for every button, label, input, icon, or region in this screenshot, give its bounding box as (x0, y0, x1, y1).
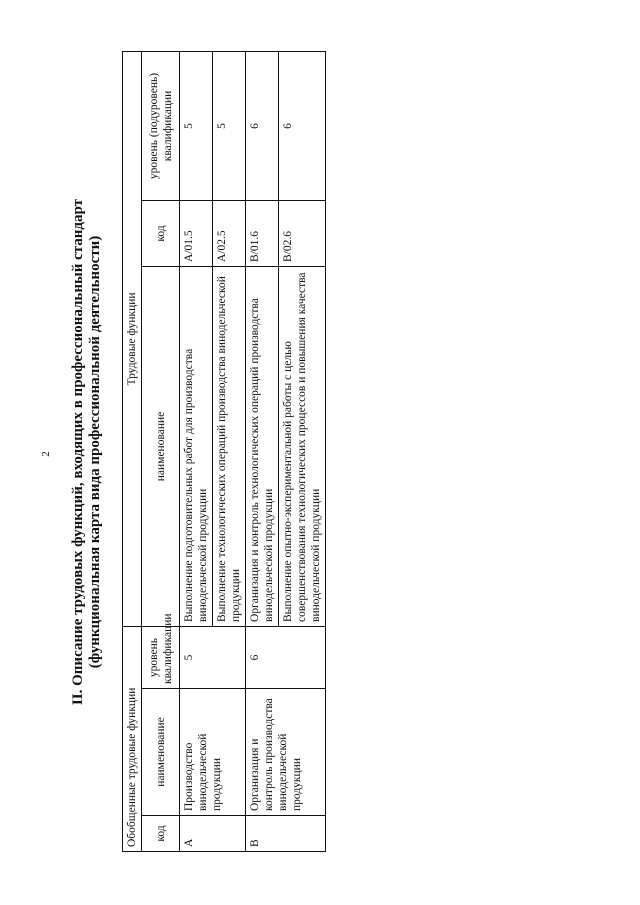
header-tf-code: код (142, 200, 180, 266)
tf-code: A/02.5 (213, 200, 246, 266)
gtf-name: Организация и контроль производства винодельческой продукции (246, 689, 326, 816)
table-row (246, 51, 279, 851)
header-generalized-functions: Обобщенные трудовые функции (123, 626, 142, 851)
tf-level: 5 (180, 51, 213, 200)
section-title-line2: (функциональная карта вида профессиональной деятельности) (87, 235, 103, 669)
tf-level: 5 (213, 51, 246, 200)
tf-code: B/02.6 (279, 200, 326, 266)
header-tf-name: наименование (142, 266, 180, 626)
page-number: 2 (40, 451, 52, 457)
tf-name: Выполнение технологических операций производства винодельческой продукции (213, 266, 246, 626)
header-row-columns (142, 51, 180, 851)
header-level: уровень квалификации (142, 626, 180, 688)
header-row-groups (123, 51, 142, 851)
gtf-name: Производство винодельческой продукции (180, 689, 246, 816)
table-row (180, 51, 213, 851)
tf-level: 6 (246, 51, 279, 200)
header-labor-functions: Трудовые функции (123, 51, 142, 626)
tf-code: B/01.6 (246, 200, 279, 266)
gtf-code: A (180, 816, 246, 852)
tf-name: Выполнение опытно-экспериментальной работы с целью совершенствования технологических процессов и повышения качества винодельческой продукции (279, 266, 326, 626)
header-tf-level: уровень (подуровень) квалификации (142, 51, 180, 200)
tf-name: Организация и контроль технологических операций производства винодельческой продукции (246, 266, 279, 626)
tf-code: A/01.5 (180, 200, 213, 266)
section-title (70, 52, 104, 852)
tf-level: 6 (279, 51, 326, 200)
section-title-line1: II. Описание трудовых функций, входящих в профессиональный стандарт (70, 198, 86, 706)
header-name: наименование (142, 689, 180, 816)
gtf-level: 6 (246, 626, 326, 688)
tf-name: Выполнение подготовительных работ для производства винодельческой продукции (180, 266, 213, 626)
header-code: код (142, 816, 180, 852)
rotated-content (40, 52, 600, 852)
gtf-level: 5 (180, 626, 246, 688)
functional-map-table (122, 51, 326, 852)
gtf-code: B (246, 816, 326, 852)
